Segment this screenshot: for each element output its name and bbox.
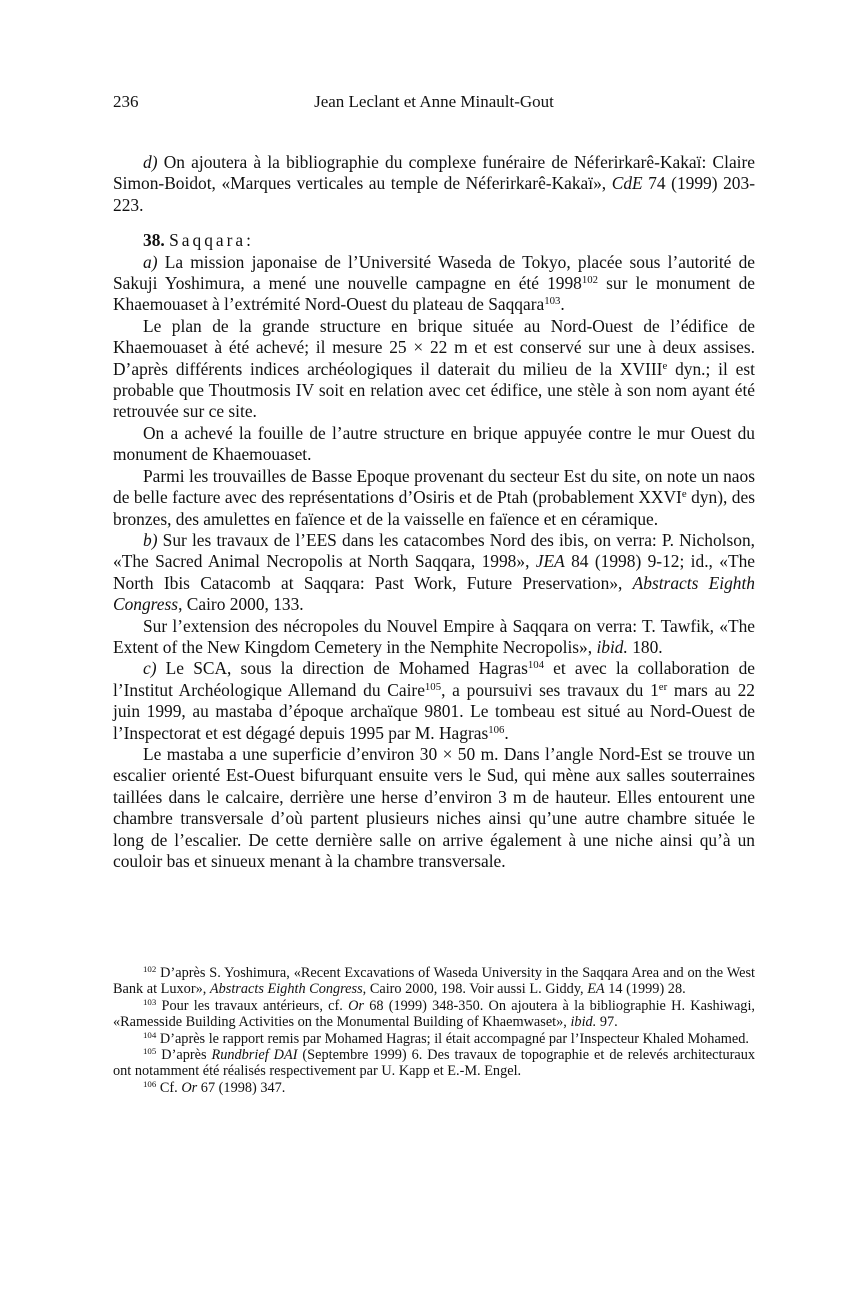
book-title: Abstracts Eighth Congress xyxy=(209,981,363,998)
journal-abbrev: EA xyxy=(587,981,605,998)
journal-abbrev: JEA xyxy=(535,551,565,572)
paragraph-c: c) Le SCA, sous la direction de Mohamed Hagras$^{104}$ et avec la collaboration de l’Institut Archéologique Allemand du Caire$^{105}$, a poursuivi ses travaux du 1er mars au 22 juin 1999, au mastaba d’époque archaïque 9801. Le tombeau est situé au Nord-Ouest de l’Inspectorat et est dégagé depuis 1995 par M. Hagras$^{106}$. xyxy=(113,658,756,743)
list-marker: d) xyxy=(143,152,158,172)
paragraph: On a achevé la fouille de l’autre structure en brique appuyée contre le mur Ouest du monument de Khaemouaset. xyxy=(113,422,755,465)
list-marker: c) xyxy=(143,658,157,679)
footnote-number: 104 xyxy=(143,1029,157,1040)
list-marker: a) xyxy=(143,251,158,272)
footnote-104: $^{104}$ D’après le rapport remis par Mohamed Hagras; il était accompagné par l’Inspecteur Khaled Mohamed. xyxy=(143,1029,749,1047)
footnote-number: 106 xyxy=(143,1078,157,1089)
journal-abbrev: Or xyxy=(181,1079,198,1096)
journal-abbrev: CdE xyxy=(611,173,643,194)
journal-abbrev: Or xyxy=(348,997,364,1014)
paragraph: Le mastaba a une superficie d’environ 30 × 50 m. Dans l’angle Nord-Est se trouve un escalier orienté Est-Ouest bifurquant ensuite vers le Sud, qui mène aux salles souterraines taillées dans le calcaire, derrière une herse d’environ 3 m de hauteur. Elles entourent une chambre transversale d’où partent plusieurs niches ainsi qu’une autre chambre située le long de l’escalier. De cette dernière salle on arrive également à une niche ainsi qu’à un couloir bas et sinueux menant à la chambre transversale. xyxy=(113,743,755,871)
paragraph-b: b) Sur les travaux de l’EES dans les catacombes Nord des ibis, on verra: P. Nicholson, «The Sacred Animal Necropolis at North Saqqara, 1998», JEA 84 (1998) 9-12; id., «The North Ibis Catacomb at Saqqara: Past Work, Future Preservation», Abstracts Eighth Congress, Cairo 2000, 133. xyxy=(113,529,755,615)
footnote-103: $^{103}$ Pour les travaux antérieurs, cf. Or 68 (1999) 348-350. On ajoutera à la bibliographie H. Kashiwagi, «Ramesside Building Activities on the Monumental Building of Khaemwaset», ibid. 97. xyxy=(113,996,755,1031)
paragraph-d: d) On ajoutera à la bibliographie du complexe funéraire de Néferirkarê-Kakaï: Claire Simon-Boidot, «Marques verticales au temple de Néferirkarê-Kakaï», CdE 74 (1999) 203-223. xyxy=(113,152,755,215)
footnote-ref[interactable]: 104 xyxy=(527,659,545,672)
section-number: 38. xyxy=(143,230,165,251)
footnote-ref[interactable]: 102 xyxy=(581,274,599,287)
paragraph-a: a) La mission japonaise de l’Université Waseda de Tokyo, placée sous l’autorité de Sakuji Yoshimura, a mené une nouvelle campagne en été 1998$^{102}$ sur le monument de Khaemouaset à l’extrémité Nord-Ouest du plateau de Saqqara$^{103}$. xyxy=(113,251,755,315)
footnote-ref[interactable]: 103 xyxy=(544,295,561,308)
list-marker: b) xyxy=(143,529,158,550)
paragraph: Parmi les trouvailles de Basse Epoque provenant du secteur Est du site, on note un naos de belle facture avec des représentations d’Osiris et de Ptah (probablement XXVIe dyn), des bronzes, des amulettes en faïence et de la vaisselle en faïence et en céramique. xyxy=(113,465,755,529)
ibid: ibid. xyxy=(596,636,628,657)
footnote-105: $^{105}$ D’après Rundbrief DAI (Septembre 1999) 6. Des travaux de topographie et de relevés architecturaux ont notamment été réalisés respectivement par U. Kapp et E.-M. Engel. xyxy=(113,1046,755,1080)
ibid: ibid. xyxy=(570,1014,597,1031)
footnote-number: 103 xyxy=(143,996,157,1007)
running-title: Jean Leclant et Anne Minault-Gout xyxy=(314,92,554,111)
footnote-102: $^{102}$ D’après S. Yoshimura, «Recent Excavations of Waseda University in the Saqqara Area and on the West Bank at Luxor», Abstracts Eighth Congress, Cairo 2000, 198. Voir aussi L. Giddy, EA 14 (1999) 28. xyxy=(113,964,755,998)
footnote-ref[interactable]: 105 xyxy=(424,680,442,693)
main-text xyxy=(113,152,755,872)
paragraph: Le plan de la grande structure en brique située au Nord-Ouest de l’édifice de Khaemouaset à été achevé; il mesure 25 × 22 m et est conservé sur une à deux assises. D’après différents indices archéologiques il daterait du milieu de la XVIIIe dyn.; il est probable que Thoutmosis IV soit en relation avec cet édifice, une stèle à son nom ayant été retrouvée sur ce site. xyxy=(113,315,756,422)
footnote-number: 102 xyxy=(143,964,157,975)
book-title: Abstracts Eighth Congress xyxy=(113,572,755,615)
paragraph: Sur l’extension des nécropoles du Nouvel Empire à Saqqara on verra: T. Tawfik, «The Extent of the New Kingdom Cemetery in the Nemphite Necropolis», ibid. 180. xyxy=(113,615,755,657)
footnotes xyxy=(113,965,755,1096)
footnote-number: 105 xyxy=(143,1046,157,1057)
footnote-106: $^{106}$ Cf. Or 67 (1998) 347. xyxy=(143,1078,286,1096)
section-heading xyxy=(113,230,755,251)
page-number: 236 xyxy=(113,92,139,111)
journal-abbrev: Rundbrief DAI xyxy=(211,1047,298,1064)
page-header xyxy=(113,92,755,114)
footnote-ref[interactable]: 106 xyxy=(488,723,505,736)
section-title: Saqqara: xyxy=(169,230,254,251)
